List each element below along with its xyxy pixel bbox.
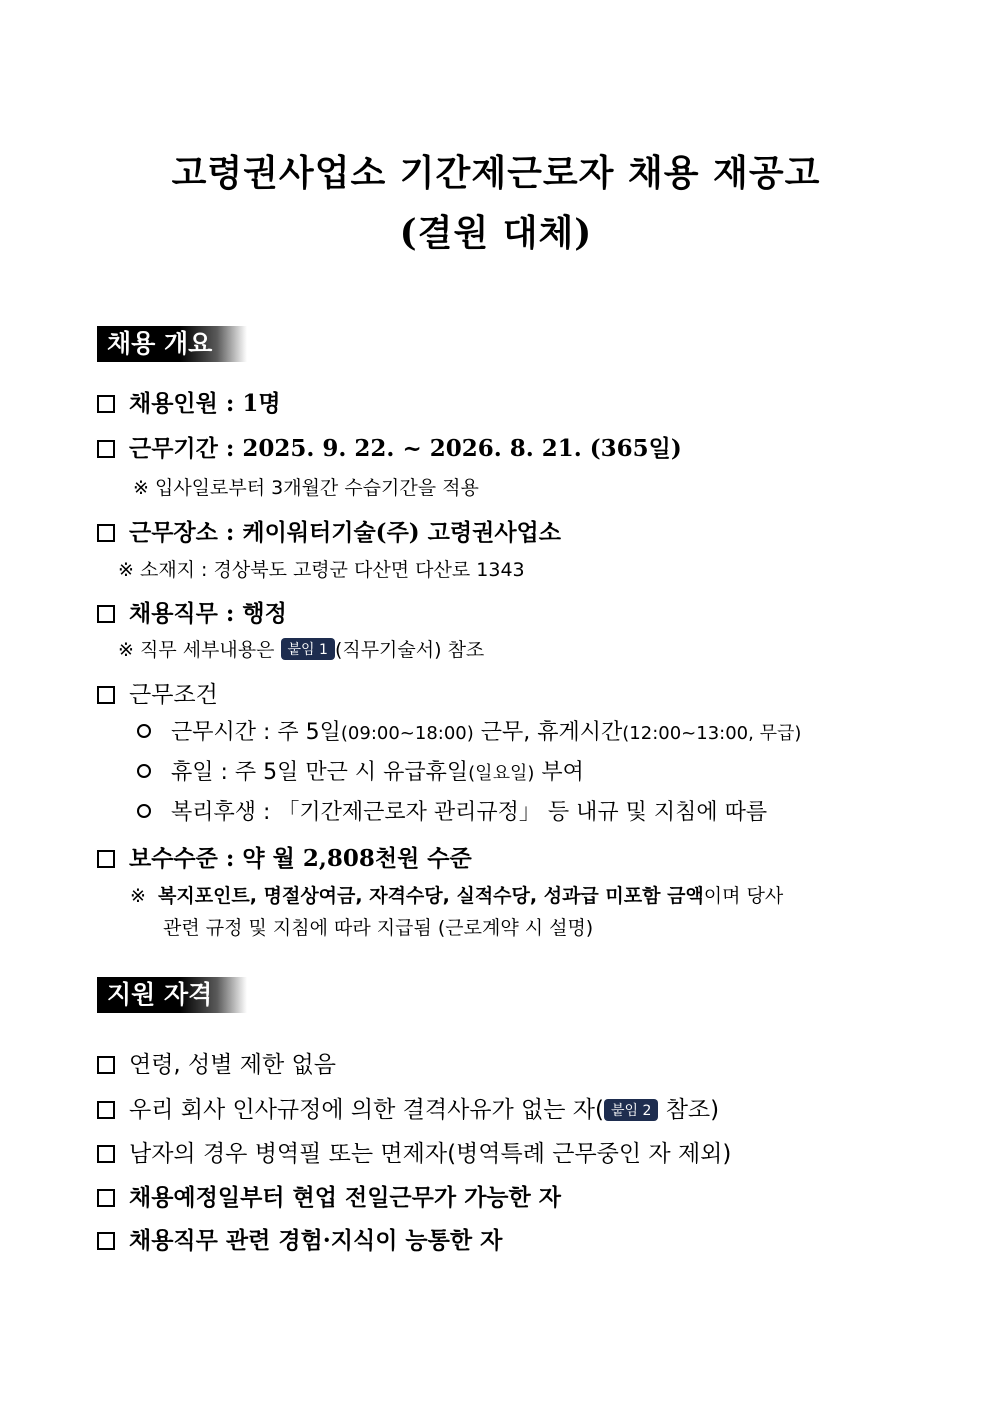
qualification-text: 연령, 성별 제한 없음: [129, 1052, 336, 1078]
checkbox-square-icon: [97, 1056, 115, 1074]
condition-item: [137, 715, 801, 746]
condition-detail-2: (12:00~13:00, 무급): [622, 723, 802, 744]
checkbox-square-icon: [97, 395, 115, 413]
condition-text-2: 부여: [534, 760, 584, 785]
period-note: ※ 입사일로부터 3개월간 수습기간을 적용: [133, 477, 479, 499]
qualification-text: 우리 회사 인사규정에 의한 결격사유가 없는 자(: [129, 1097, 604, 1123]
conditions-row: [97, 676, 218, 709]
attachment-badge-2: 붙임 2: [604, 1099, 658, 1121]
qualification-suffix: 참조): [658, 1097, 720, 1123]
checkbox-square-icon: [97, 1189, 115, 1207]
checkbox-square-icon: [97, 440, 115, 458]
attachment-badge-1: 붙임 1: [281, 638, 335, 660]
circle-bullet-icon: [137, 764, 151, 778]
period-text: 근무기간 : 2025. 9. 22. ~ 2026. 8. 21. (365일): [129, 435, 682, 462]
page-subtitle: (결원 대체): [399, 212, 593, 254]
job-row: [97, 595, 287, 628]
condition-detail: (09:00~18:00): [340, 723, 474, 744]
qualification-item: [97, 1091, 719, 1124]
circle-bullet-icon: [137, 724, 151, 738]
checkbox-square-icon: [97, 850, 115, 868]
checkbox-square-icon: [97, 605, 115, 623]
job-text: 채용직무 : 행정: [129, 600, 287, 627]
place-text: 근무장소 : 케이워터기술(주) 고령권사업소: [129, 519, 561, 546]
qualification-text: 채용예정일부터 현업 전일근무가 가능한 자: [129, 1184, 561, 1211]
checkbox-square-icon: [97, 524, 115, 542]
headcount-row: [97, 385, 281, 418]
condition-text: 근무시간 : 주 5일: [171, 720, 341, 745]
qualification-item: [97, 1135, 731, 1168]
qualification-text: 남자의 경우 병역필 또는 면제자(병역특례 근무중인 자 제외): [129, 1141, 732, 1167]
circle-bullet-icon: [137, 804, 151, 818]
job-note-text: ※ 직무 세부내용은: [118, 639, 275, 661]
note-mark: ※: [130, 885, 146, 907]
qualification-text: 채용직무 관련 경험·지식이 능통한 자: [129, 1227, 503, 1254]
headcount-text: 채용인원 : 1명: [129, 390, 281, 417]
conditions-label: 근무조건: [129, 682, 218, 708]
qualification-item: [97, 1222, 502, 1255]
pay-note: [130, 881, 783, 908]
condition-item: [137, 755, 584, 786]
pay-row: [97, 840, 472, 873]
pay-note-bold: 복지포인트, 명절상여금, 자격수당, 실적수당, 성과급 미포함 금액: [158, 885, 704, 907]
pay-text: 보수수준 : 약 월 2,808천원 수준: [129, 845, 472, 872]
condition-item: [137, 795, 767, 826]
page-title: 고령권사업소 기간제근로자 채용 재공고: [171, 152, 821, 194]
job-note-suffix: (직무기술서) 참조: [334, 639, 485, 661]
qualification-item: [97, 1046, 336, 1079]
condition-detail: (일요일): [468, 763, 535, 784]
period-row: [97, 430, 682, 463]
checkbox-square-icon: [97, 686, 115, 704]
qualification-item: [97, 1179, 561, 1212]
place-note: ※ 소재지 : 경상북도 고령군 다산면 다산로 1343: [118, 559, 525, 581]
condition-text-2: 근무, 휴게시간: [473, 720, 623, 745]
job-note: [118, 635, 484, 662]
condition-text: 휴일 : 주 5일 만근 시 유급휴일: [171, 760, 469, 785]
section-heading-qualifications: 지원 자격: [97, 977, 247, 1013]
place-row: [97, 514, 561, 547]
section-heading-overview: 채용 개요: [97, 326, 247, 362]
pay-note-line2: 관련 규정 및 지침에 따라 지급됨 (근로계약 시 설명): [163, 917, 594, 939]
checkbox-square-icon: [97, 1145, 115, 1163]
pay-note-rest: 이며 당사: [703, 885, 784, 907]
checkbox-square-icon: [97, 1232, 115, 1250]
condition-text: 복리후생 : 「기간제근로자 관리규정」 등 내규 및 지침에 따름: [171, 800, 768, 825]
checkbox-square-icon: [97, 1101, 115, 1119]
